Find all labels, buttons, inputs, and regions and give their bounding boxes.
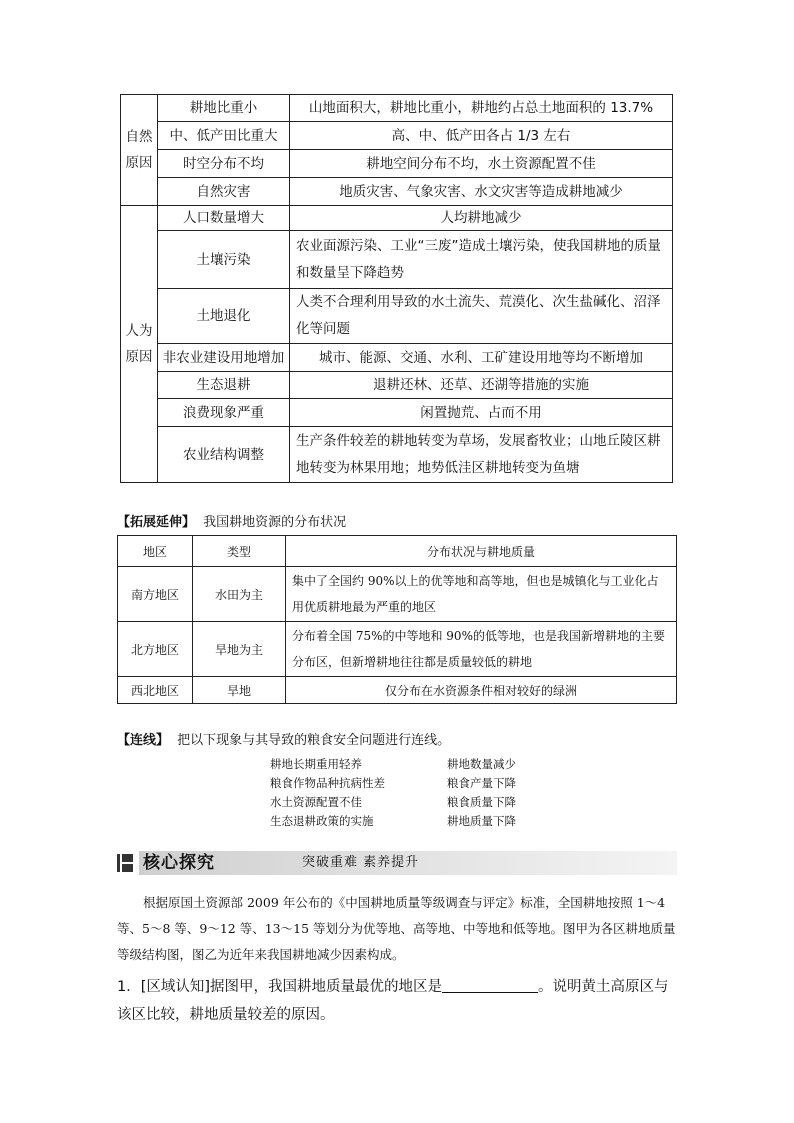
factor-cell: 农业结构调整: [158, 427, 290, 483]
desc-cell: 耕地空间分布不均，水土资源配置不佳: [290, 150, 673, 178]
desc-cell: 闲置抛荒、占而不用: [290, 399, 673, 427]
desc-cell: 退耕还林、还草、还湖等措施的实施: [290, 372, 673, 399]
table-row: [118, 622, 677, 677]
matching-right-item: 粮食产量下降: [447, 776, 516, 790]
matching-instruction: 把以下现象与其导致的粮食安全问题进行连线。: [177, 733, 451, 748]
core-section-banner: [117, 851, 677, 875]
type-cell: 旱地为主: [193, 622, 286, 677]
matching-right-item: 耕地质量下降: [447, 814, 516, 828]
core-title: 核心探究: [143, 853, 215, 873]
table-row: [121, 206, 673, 231]
matching-heading: [117, 729, 450, 748]
factor-cell: 土地退化: [158, 289, 290, 344]
region-cell: 西北地区: [118, 677, 193, 704]
question-suffix: 。说明黄土高原区与该区比较，耕地质量较差的原因。: [117, 979, 669, 1023]
desc-cell: 地质灾害、气象灾害、水文灾害等造成耕地减少: [290, 178, 673, 206]
table-row: [121, 150, 673, 178]
type-cell: 旱地: [193, 677, 286, 704]
table-row: [118, 677, 677, 704]
factor-cell: 土壤污染: [158, 231, 290, 289]
core-subtitle: 突破重难 素养提升: [302, 855, 420, 870]
region-cell: 北方地区: [118, 622, 193, 677]
table-header-row: [118, 536, 677, 567]
table-row: [121, 344, 673, 372]
desc-cell: 高、中、低产田各占 1/3 左右: [290, 122, 673, 150]
table-row: [121, 289, 673, 344]
desc-cell: 山地面积大，耕地比重小，耕地约占总土地面积的 13.7%: [290, 95, 673, 122]
column-header: 地区: [118, 536, 193, 567]
question-1: [117, 973, 677, 1029]
answer-blank[interactable]: [442, 976, 538, 993]
table-row: [121, 231, 673, 289]
desc-cell: 人类不合理利用导致的水土流失、荒漠化、次生盐碱化、沼泽化等问题: [290, 289, 673, 344]
table-row: [121, 178, 673, 206]
category-cell: 人为 原因: [121, 206, 158, 483]
table-row: [121, 372, 673, 399]
desc-cell: 城市、能源、交通、水利、工矿建设用地等均不断增加: [290, 344, 673, 372]
factor-cell: 自然灾害: [158, 178, 290, 206]
factor-cell: 人口数量增大: [158, 206, 290, 231]
table-row: [121, 122, 673, 150]
table-row: [118, 567, 677, 622]
desc-cell: 生产条件较差的耕地转变为草场，发展畜牧业；山地丘陵区耕地转变为林果用地；地势低洼区耕地转变为鱼塘: [290, 427, 673, 483]
desc-cell: 仅分布在水资源条件相对较好的绿洲: [286, 677, 677, 704]
factor-cell: 耕地比重小: [158, 95, 290, 122]
matching-right-list: [447, 755, 516, 831]
matching-left-item: 耕地长期重用轻养: [270, 757, 362, 771]
factor-cell: 生态退耕: [158, 372, 290, 399]
category-cell: 自然 原因: [121, 95, 158, 206]
matching-right-item: 粮食质量下降: [447, 795, 516, 809]
column-header: 分布状况与耕地质量: [286, 536, 677, 567]
extension-title: 我国耕地资源的分布状况: [203, 515, 347, 530]
matching-left-list: [270, 755, 385, 831]
factor-cell: 浪费现象严重: [158, 399, 290, 427]
extension-heading: [117, 511, 346, 530]
factor-cell: 非农业建设用地增加: [158, 344, 290, 372]
matching-tag: 【连线】: [117, 733, 170, 748]
factor-cell: 中、低产田比重大: [158, 122, 290, 150]
matching-left-item: 水土资源配置不佳: [270, 795, 362, 809]
farmland-factors-table: [120, 94, 673, 483]
core-paragraph: 根据原国土资源部 2009 年公布的《中国耕地质量等级调查与评定》标准，全国耕地按照 1～4 等、5～8 等、9～12 等、13～15 等划分为优等地、高等地、中等地和低等地。图甲为各区耕地质量等级结构图，图乙为近年来我国耕地减少因素构成。: [117, 895, 676, 962]
desc-cell: 人均耕地减少: [290, 206, 673, 231]
factor-cell: 时空分布不均: [158, 150, 290, 178]
matching-left-item: 粮食作物品种抗病性差: [270, 776, 385, 790]
region-cell: 南方地区: [118, 567, 193, 622]
desc-cell: 分布着全国 75%的中等地和 90%的低等地，也是我国新增耕地的主要分布区，但新增耕地往往都是质量较低的耕地: [286, 622, 677, 677]
matching-left-item: 生态退耕政策的实施: [270, 814, 374, 828]
book-icon: [117, 854, 133, 872]
extension-tag: 【拓展延伸】: [117, 515, 196, 530]
matching-right-item: 耕地数量减少: [447, 757, 516, 771]
column-header: 类型: [193, 536, 286, 567]
type-cell: 水田为主: [193, 567, 286, 622]
table-row: [121, 399, 673, 427]
table-row: [121, 95, 673, 122]
desc-cell: 集中了全国约 90%以上的优等地和高等地，但也是城镇化与工业化占用优质耕地最为严重的地区: [286, 567, 677, 622]
table-row: [121, 427, 673, 483]
distribution-table: [117, 535, 677, 704]
desc-cell: 农业面源污染、工业“三废”造成土壤污染，使我国耕地的质量和数量呈下降趋势: [290, 231, 673, 289]
question-prefix: 1．[区域认知]据图甲，我国耕地质量最优的地区是: [117, 979, 443, 995]
